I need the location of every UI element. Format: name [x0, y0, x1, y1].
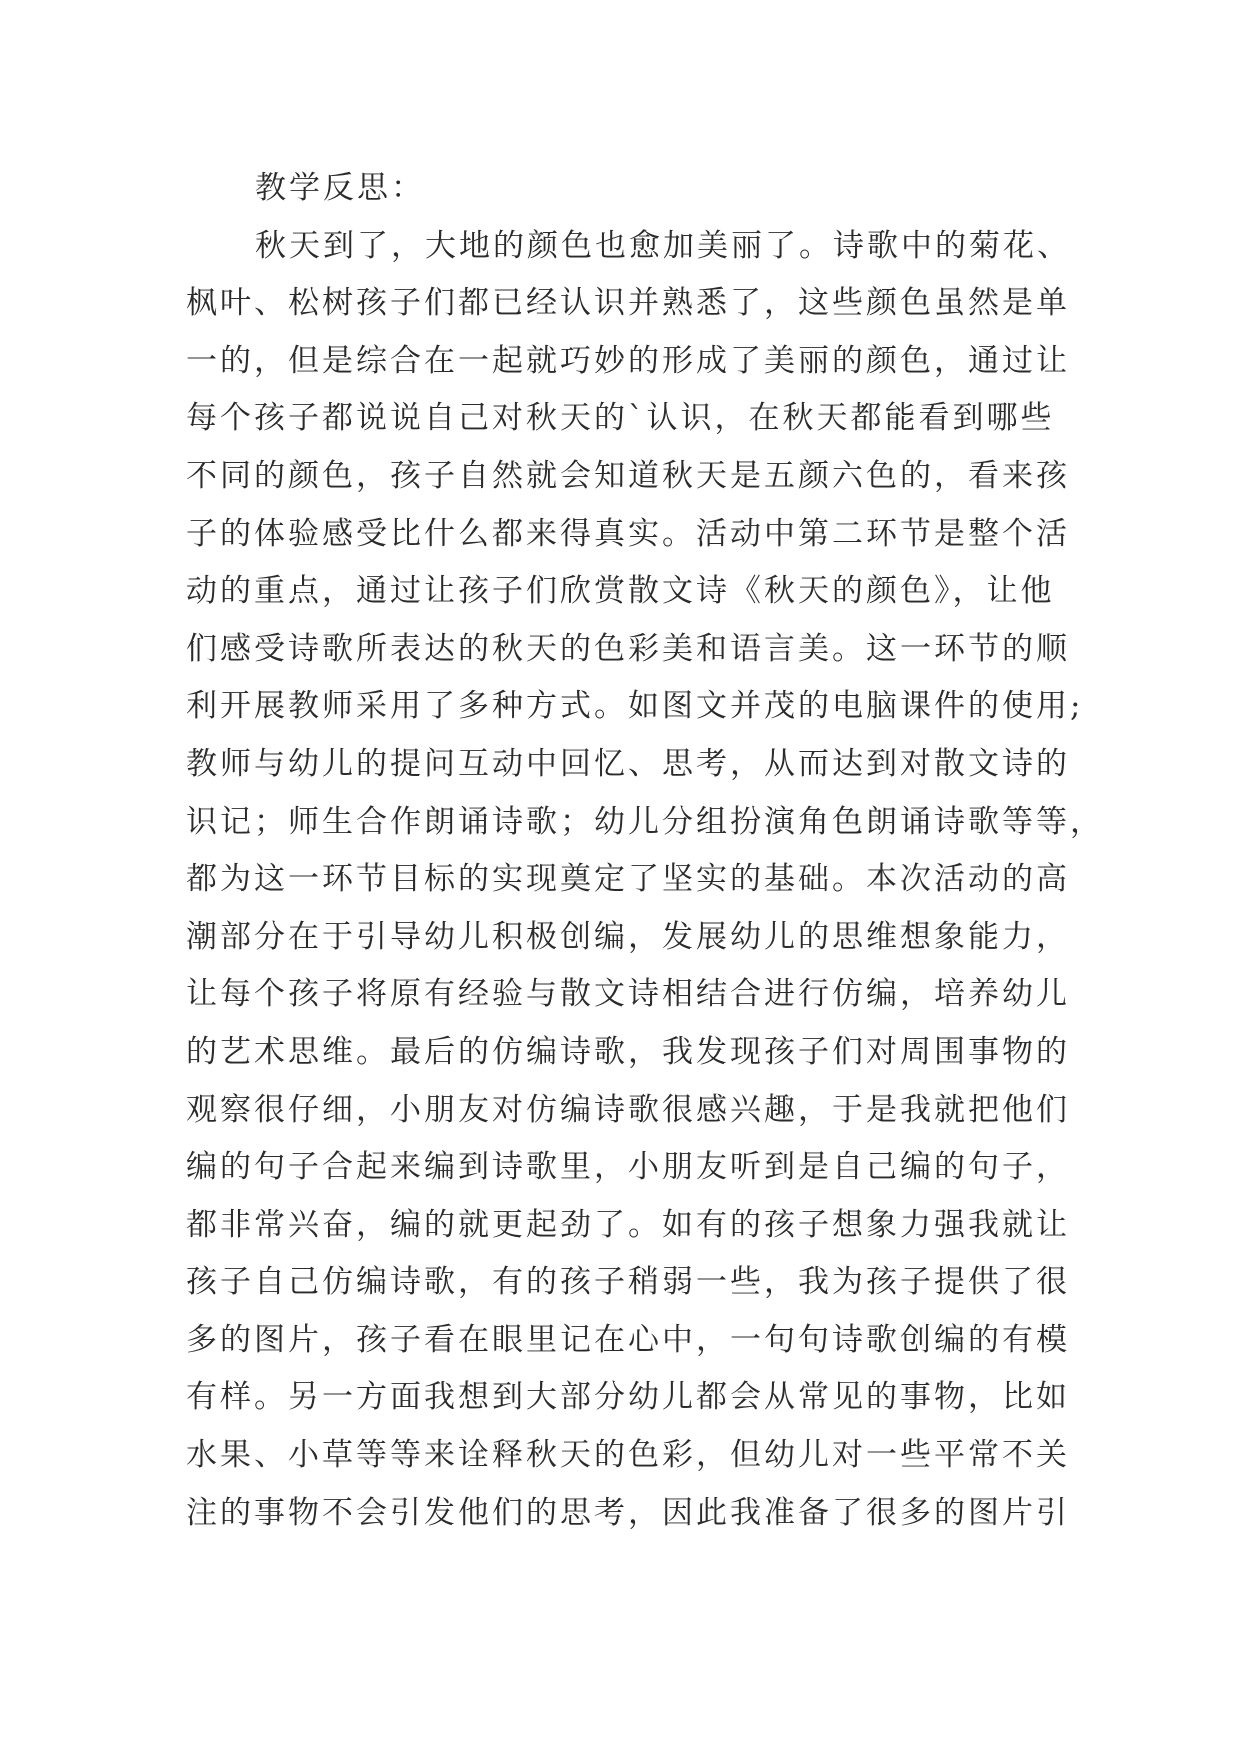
section-heading: 教学反思： [255, 170, 425, 206]
paragraph-line: 教师与幼儿的提问互动中回忆、思考，从而达到对散文诗的 [186, 745, 1070, 782]
paragraph-line: 观察很仔细，小朋友对仿编诗歌很感兴趣，于是我就把他们 [186, 1091, 1070, 1128]
paragraph-line: 让每个孩子将原有经验与散文诗相结合进行仿编，培养幼儿 [186, 976, 1070, 1013]
paragraph-line: 子的体验感受比什么都来得真实。活动中第二环节是整个活 [186, 515, 1070, 552]
paragraph-line: 都非常兴奋，编的就更起劲了。如有的孩子想象力强我就让 [186, 1206, 1070, 1243]
paragraph-line: 多的图片，孩子看在眼里记在心中，一句句诗歌创编的有模 [186, 1321, 1070, 1358]
paragraph-line: 不同的颜色，孩子自然就会知道秋天是五颜六色的，看来孩 [186, 457, 1070, 494]
paragraph-line: 们感受诗歌所表达的秋天的色彩美和语言美。这一环节的顺 [186, 630, 1070, 667]
paragraph-line: 秋天到了，大地的颜色也愈加美丽了。诗歌中的菊花、 [255, 227, 1071, 264]
paragraph-line: 一的，但是综合在一起就巧妙的形成了美丽的颜色，通过让 [186, 342, 1070, 379]
paragraph-line: 孩子自己仿编诗歌，有的孩子稍弱一些，我为孩子提供了很 [186, 1264, 1070, 1301]
document-body [186, 160, 1104, 1542]
paragraph-line: 动的重点，通过让孩子们欣赏散文诗《秋天的颜色》，让他 [186, 573, 1055, 610]
paragraph-line: 水果、小草等等来诠释秋天的色彩，但幼儿对一些平常不关 [186, 1437, 1070, 1474]
paragraph-line: 枫叶、松树孩子们都已经认识并熟悉了，这些颜色虽然是单 [186, 285, 1070, 322]
paragraph-line: 潮部分在于引导幼儿积极创编，发展幼儿的思维想象能力， [186, 918, 1070, 955]
paragraph-line: 每个孩子都说说自己对秋天的`认识，在秋天都能看到哪些 [186, 400, 1055, 437]
paragraph-line: 有样。另一方面我想到大部分幼儿都会从常见的事物，比如 [186, 1379, 1070, 1416]
paragraph-line: 编的句子合起来编到诗歌里，小朋友听到是自己编的句子， [186, 1149, 1070, 1186]
paragraph-line: 识记；师生合作朗诵诗歌；幼儿分组扮演角色朗诵诗歌等等， [186, 803, 1104, 840]
paragraph-line: 注的事物不会引发他们的思考，因此我准备了很多的图片引 [186, 1494, 1070, 1531]
paragraph-line: 利开展教师采用了多种方式。如图文并茂的电脑课件的使用; [186, 688, 1084, 725]
paragraph-line: 的艺术思维。最后的仿编诗歌，我发现孩子们对周围事物的 [186, 1033, 1070, 1070]
paragraph-line: 都为这一环节目标的实现奠定了坚实的基础。本次活动的高 [186, 861, 1070, 898]
